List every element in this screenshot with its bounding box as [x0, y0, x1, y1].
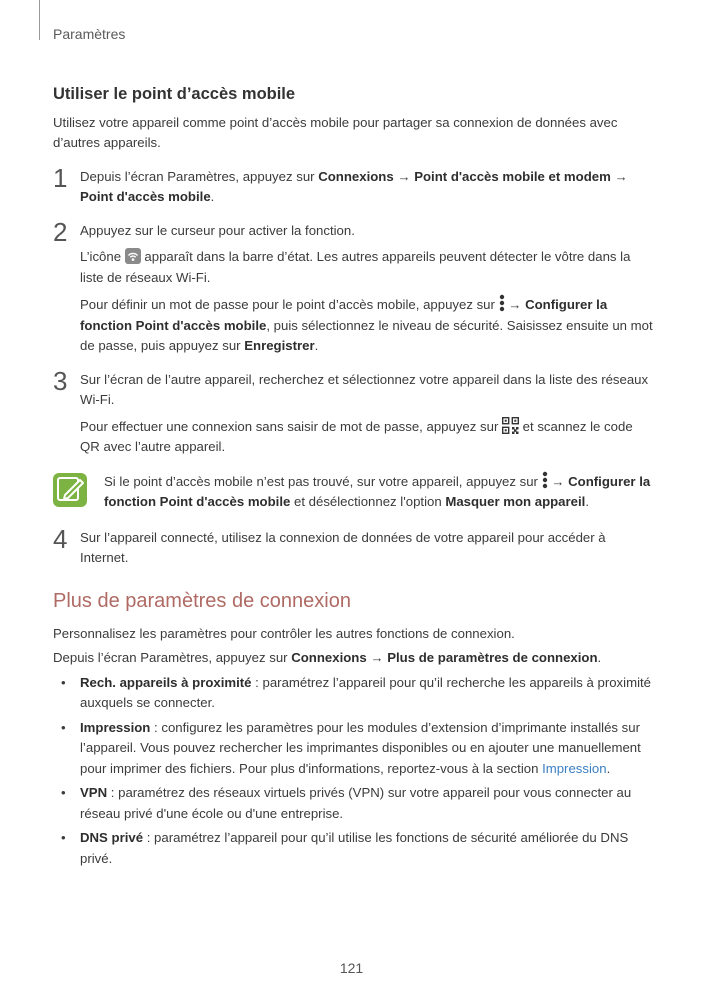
step-text: Sur l’écran de l’autre appareil, recherchez et sélectionnez votre appareil dans la liste des réseaux Wi-Fi.: [80, 371, 649, 407]
list-item: • DNS privé : paramétrez l’appareil pour qu’il utilise les fonctions de sécurité améliorée du DNS privé.: [61, 830, 629, 866]
step-3: [53, 365, 653, 458]
step-text: Appuyez sur le curseur pour activer la fonction.: [80, 222, 355, 238]
step-number: 3: [53, 365, 68, 396]
list-item: • Rech. appareils à proximité : paramétrez l’appareil pour qu’il recherche les appareils à proximité auxquels se connecter.: [61, 674, 651, 710]
step-number: 2: [53, 216, 68, 247]
step-text: L’icône apparaît dans la barre d’état. Les autres appareils peuvent détecter le vôtre dans la liste de réseaux Wi-Fi.: [80, 249, 631, 285]
impression-link[interactable]: Impression: [542, 760, 607, 776]
running-header: Paramètres: [53, 26, 126, 42]
step-text: Pour définir un mot de passe pour le point d’accès mobile, appuyez sur → Configurer la fonction Point d'accès mobile, puis sélectionnez le niveau de sécurité. Saisissez ensuite un mot de passe, puis appuyez sur Enregistrer.: [80, 294, 653, 357]
settings-list: [53, 673, 653, 870]
page-number: 121: [339, 960, 364, 976]
list-item: • Impression : configurez les paramètres pour les modules d’extension d’imprimante installés sur l’appareil. Vous pouvez rechercher les imprimantes disponibles ou en ajouter une manuellement pour imprimer des fichiers. Pour plus d'informations, reportez-vous à la section Impression.: [61, 719, 641, 776]
step-text: Pour effectuer une connexion sans saisir de mot de passe, appuyez sur et scannez le code QR avec l’autre appareil.: [80, 418, 633, 454]
note-box: [53, 471, 653, 513]
section-paragraph: Depuis l’écran Paramètres, appuyez sur Connexions → Plus de paramètres de connexion.: [53, 650, 602, 665]
section-paragraph: Personnalisez les paramètres pour contrôler les autres fonctions de connexion.: [53, 625, 515, 641]
step-1: [53, 162, 653, 208]
list-item: • VPN : paramétrez des réseaux virtuels privés (VPN) sur votre appareil pour vous connecter au réseau privé d'une école ou d'une entreprise.: [61, 785, 632, 821]
note-pencil-icon: [53, 473, 87, 507]
step-number: 4: [53, 523, 68, 554]
step-text: Sur l’appareil connecté, utilisez la connexion de données de votre appareil pour accéder à Internet.: [80, 529, 606, 565]
section-title: Utiliser le point d’accès mobile: [53, 85, 296, 103]
qr-code-icon: [502, 417, 519, 434]
mobile-hotspot-icon: [125, 248, 141, 264]
step-4: [53, 523, 653, 569]
intro-paragraph: Utilisez votre appareil comme point d’accès mobile pour partager sa connexion de données avec d’autres appareils.: [53, 114, 618, 150]
note-text: Si le point d’accès mobile n’est pas trouvé, sur votre appareil, appuyez sur → Configurer la fonction Point d'accès mobile et désélectionnez l'option Masquer mon appareil.: [104, 471, 653, 513]
page-content: [53, 84, 653, 873]
step-number: 1: [53, 162, 68, 193]
section-title: Plus de paramètres de connexion: [53, 589, 351, 612]
step-text: Depuis l’écran Paramètres, appuyez sur Connexions → Point d'accès mobile et modem → Point d'accès mobile.: [80, 168, 628, 204]
page-corner-mark: [39, 0, 40, 40]
step-2: [53, 216, 653, 357]
